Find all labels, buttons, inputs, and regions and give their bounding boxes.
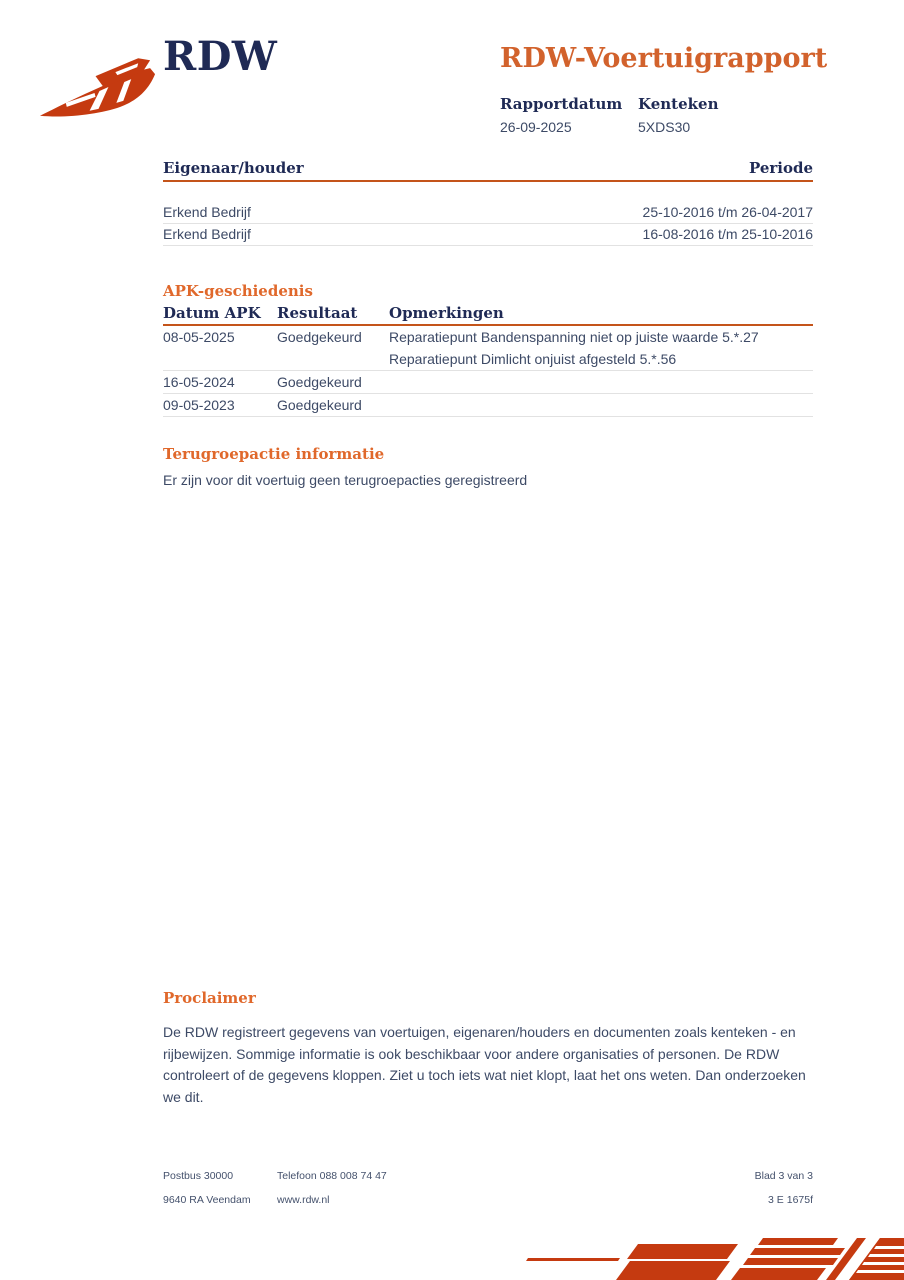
footer-website: www.rdw.nl xyxy=(277,1194,330,1206)
apk-section-heading: APK-geschiedenis xyxy=(163,282,313,300)
page-footer xyxy=(163,1170,813,1206)
footer-doc-code: 3 E 1675f xyxy=(768,1194,813,1206)
apk-date: 08-05-2025 xyxy=(163,329,235,345)
proclaimer-text: De RDW registreert gegevens van voertuigen, eigenaren/houders en documenten zoals kenteken - en rijbewijzen. Sommige informatie is ook beschikbaar voor andere organisaties of personen. De RDW controleert of de gegevens kloppen. Ziet u toch iets wat niet klopt, laat het ons weten. Dan onderzoeken we dit. xyxy=(163,1024,806,1105)
period-column-heading: Periode xyxy=(748,159,813,177)
apk-col-result-heading: Resultaat xyxy=(277,304,358,322)
owner-period: 25-10-2016 t/m 26-04-2017 xyxy=(642,204,813,220)
footer-phone: Telefoon 088 008 74 47 xyxy=(277,1170,387,1182)
speed-stripes-graphic xyxy=(520,1238,904,1280)
apk-result: Goedgekeurd xyxy=(277,397,362,413)
owner-name: Erkend Bedrijf xyxy=(163,226,251,242)
apk-table-header xyxy=(163,305,813,326)
apk-result: Goedgekeurd xyxy=(277,329,362,345)
owner-section xyxy=(163,160,813,246)
apk-result: Goedgekeurd xyxy=(277,374,362,390)
rdw-wing-icon xyxy=(38,55,162,119)
apk-table-row xyxy=(163,371,813,394)
recall-section-heading: Terugroepactie informatie xyxy=(163,445,385,463)
owner-name: Erkend Bedrijf xyxy=(163,204,251,220)
proclaimer-heading: Proclaimer xyxy=(163,989,256,1007)
report-meta xyxy=(500,96,718,136)
apk-remark: Reparatiepunt Bandenspanning niet op juiste waarde 5.*.27 xyxy=(389,329,759,345)
report-date-label: Rapportdatum xyxy=(500,95,623,113)
footer-address-line1: Postbus 30000 xyxy=(163,1170,234,1182)
apk-date: 09-05-2023 xyxy=(163,397,235,413)
recall-section xyxy=(163,446,813,490)
apk-date: 16-05-2024 xyxy=(163,374,235,390)
owner-row xyxy=(163,202,813,224)
license-plate-value: 5XDS30 xyxy=(638,119,691,135)
owner-row xyxy=(163,224,813,246)
owner-section-heading: Eigenaar/houder xyxy=(163,159,304,177)
footer-page-info: Blad 3 van 3 xyxy=(754,1170,813,1182)
rdw-logo-text: RDW xyxy=(163,33,278,80)
apk-col-date-heading: Datum APK xyxy=(163,304,261,322)
apk-remark: Reparatiepunt Dimlicht onjuist afgesteld 5.*.56 xyxy=(389,351,677,367)
apk-table-row xyxy=(163,394,813,417)
owner-period: 16-08-2016 t/m 25-10-2016 xyxy=(642,226,813,242)
apk-table-row xyxy=(163,326,813,371)
apk-history-section xyxy=(163,283,813,417)
footer-address-line2: 9640 RA Veendam xyxy=(163,1194,251,1206)
apk-col-remarks-heading: Opmerkingen xyxy=(389,304,504,322)
license-plate-label: Kenteken xyxy=(638,95,719,113)
report-date-value: 26-09-2025 xyxy=(500,119,572,135)
page-title: RDW-Voertuigrapport xyxy=(500,43,828,74)
proclaimer-section xyxy=(163,990,813,1108)
recall-text: Er zijn voor dit voertuig geen terugroepacties geregistreerd xyxy=(163,472,528,488)
